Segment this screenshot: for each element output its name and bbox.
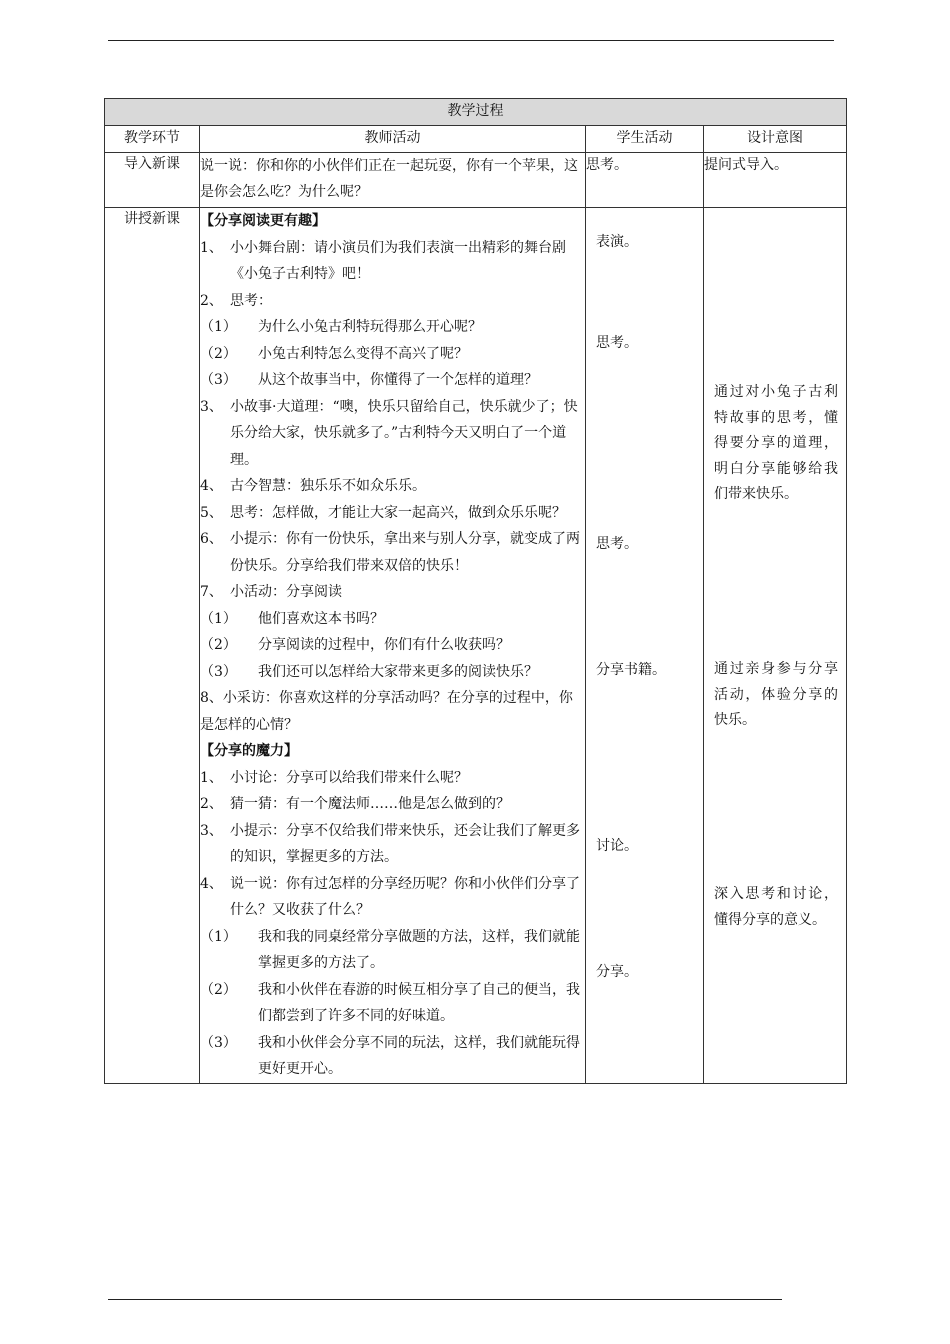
section-title-reading: 【分享阅读更有趣】 [200,213,326,229]
list-item: 7、 小活动：分享阅读 [200,584,342,600]
student-activity-share-books: 分享书籍。 [596,662,666,678]
list-item: 1、 小小舞台剧：请小演员们为我们表演一出精彩的舞台剧《小兔子古利特》吧！ [200,239,566,282]
design-main [704,208,847,1084]
list-item: 5、 思考：怎样做，才能让大家一起高兴，做到众乐乐呢？ [200,504,566,521]
sub-item: （3） 我和小伙伴会分享不同的玩法，这样，我们就能玩得更好更开心。 [200,1034,580,1077]
design-intent-2: 通过亲身参与分享活动，体验分享的快乐。 [714,661,838,728]
sub-item: （1） 我和我的同桌经常分享做题的方法，这样，我们就能掌握更多的方法了。 [200,928,580,971]
header-student: 学生活动 [586,126,704,153]
list-item: 3、 小提示：分享不仅给我们带来快乐，还会让我们了解更多的知识，掌握更多的方法。 [200,822,580,865]
header-teacher: 教师活动 [200,126,586,153]
header-rule [108,40,834,41]
design-intent-3: 深入思考和讨论，懂得分享的意义。 [714,886,838,928]
list-item: 6、 小提示：你有一份快乐，拿出来与别人分享，就变成了两份快乐。分享给我们带来双倍的快乐！ [200,531,580,574]
header-stage: 教学环节 [105,126,200,153]
sub-item: （3） 我们还可以怎样给大家带来更多的阅读快乐？ [200,663,538,680]
student-activity-think-2: 思考。 [596,536,638,552]
stage-main: 讲授新课 [105,208,200,1084]
footer-rule [108,1299,782,1300]
section-title-magic: 【分享的魔力】 [200,743,298,759]
interview-item: 8、小采访：你喜欢这样的分享活动吗？在分享的过程中，你是怎样的心情？ [200,690,573,733]
table-header-row [105,126,847,153]
design-intent-1: 通过对小兔子古利特故事的思考，懂得要分享的道理，明白分享能够给我们带来快乐。 [714,384,838,502]
sub-item: （1） 他们喜欢这本书吗？ [200,610,384,627]
sub-item: （2） 我和小伙伴在春游的时候互相分享了自己的便当，我们都尝到了许多不同的好味道。 [200,981,580,1024]
header-design: 设计意图 [704,126,847,153]
sub-item: （2） 小兔古利特怎么变得不高兴了呢？ [200,345,468,362]
table-title: 教学过程 [105,99,847,126]
sub-item: （3） 从这个故事当中，你懂得了一个怎样的道理？ [200,372,538,388]
student-activity-perform: 表演。 [596,234,638,250]
student-main [586,208,704,1084]
student-activity-share: 分享。 [596,964,638,980]
design-intro: 提问式导入。 [704,153,847,208]
list-item: 2、 思考： [200,292,272,309]
lesson-table [104,98,847,1084]
sub-item: （1） 为什么小兔古利特玩得那么开心呢？ [200,319,482,335]
stage-intro: 导入新课 [105,153,200,208]
sub-item: （2） 分享阅读的过程中，你们有什么收获吗？ [200,637,510,653]
student-activity-think-1: 思考。 [596,335,638,351]
list-item: 2、 猜一猜：有一个魔法师……他是怎么做到的？ [200,796,510,812]
student-activity-discuss: 讨论。 [596,838,638,854]
table-row-main [105,208,847,1084]
list-item: 3、 小故事·大道理：“噢，快乐只留给自己，快乐就少了；快乐分给大家，快乐就多了。”古利特今天又明白了一个道理。 [200,398,578,468]
teacher-intro: 说一说：你和你的小伙伴们正在一起玩耍，你有一个苹果，这是你会怎么吃？为什么呢？ [200,153,586,208]
list-item: 1、 小讨论：分享可以给我们带来什么呢？ [200,769,468,786]
list-item: 4、 古今智慧：独乐乐不如众乐乐。 [200,478,426,494]
list-item: 4、 说一说：你有过怎样的分享经历呢？你和小伙伴们分享了什么？又收获了什么？ [200,875,580,918]
table-row-intro [105,153,847,208]
teacher-main [200,208,586,1084]
table-title-row [105,99,847,126]
student-intro: 思考。 [586,153,704,208]
